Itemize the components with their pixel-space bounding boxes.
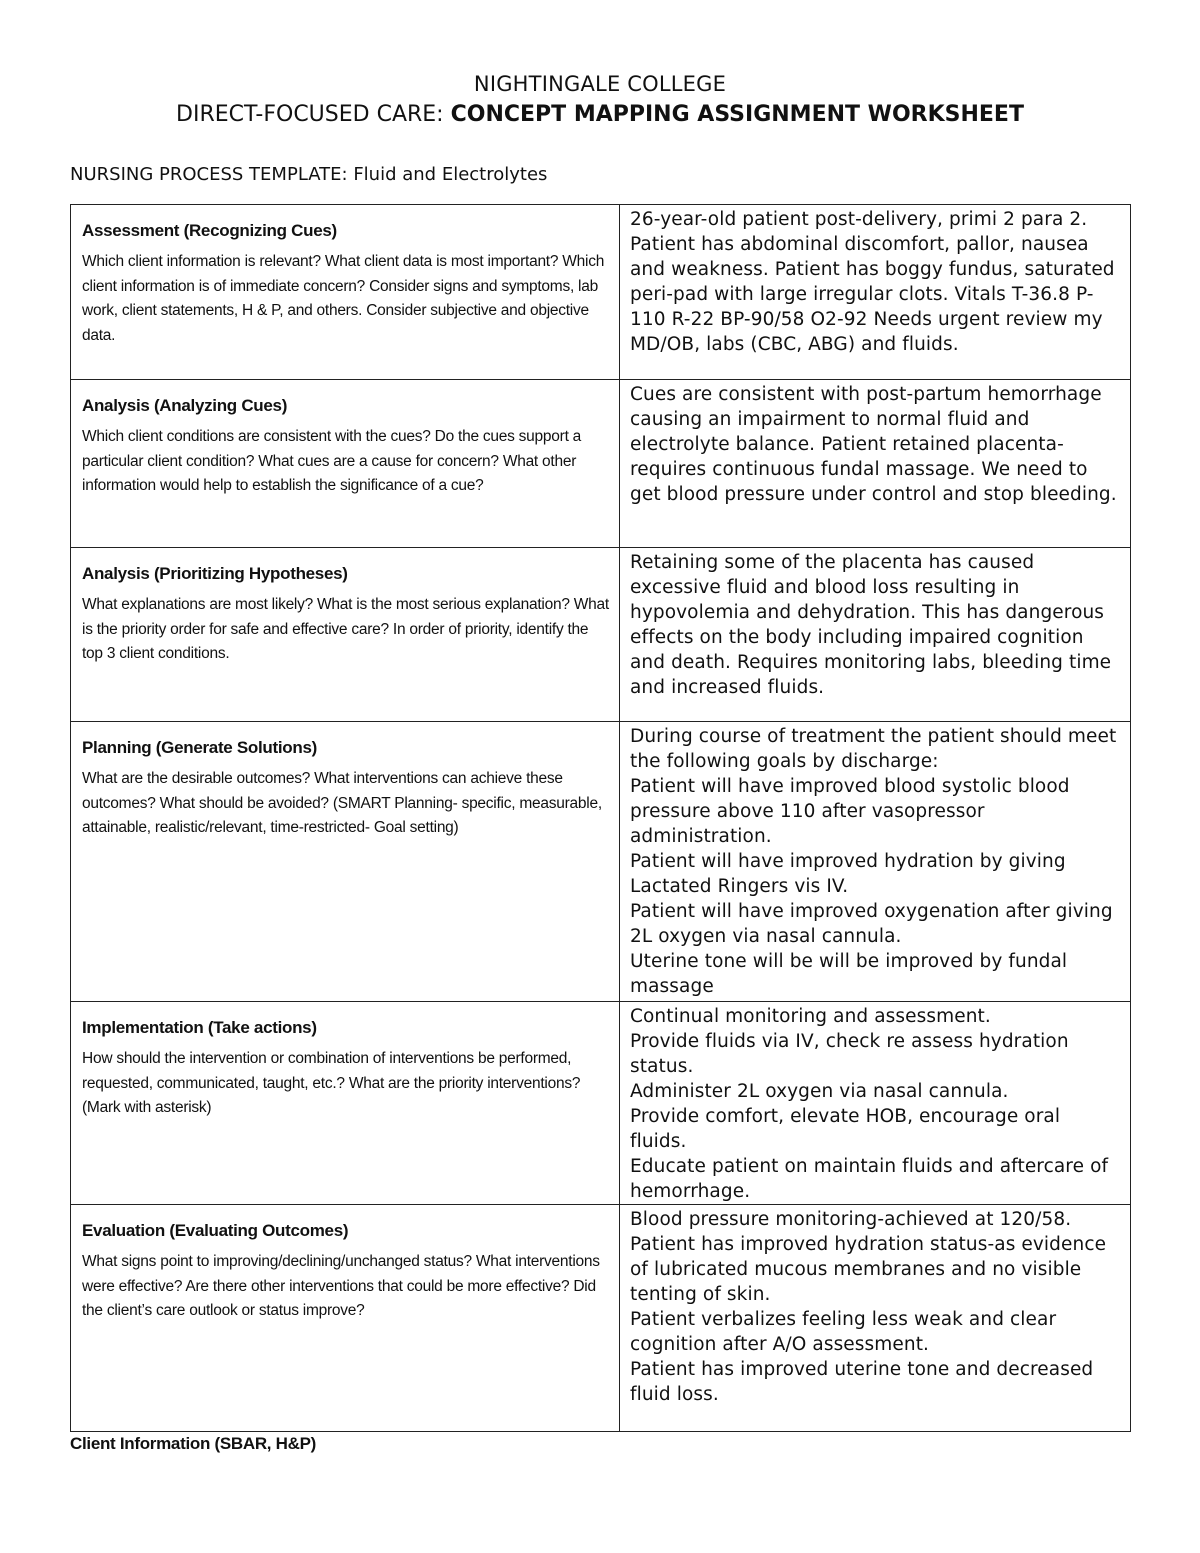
response-line: Patient will have improved oxygenation after giving 2L oxygen via nasal cannula. [630, 901, 1113, 947]
prompt-cell [71, 1205, 620, 1432]
response-line: Patient verbalizes feeling less weak and clear cognition after A/O assessment. [630, 1309, 1057, 1355]
response-line: Patient has improved uterine tone and decreased fluid loss. [630, 1359, 1094, 1405]
response-line: Cues are consistent with post-partum hemorrhage causing an impairment to normal fluid and electrolyte balance. Patient retained placenta-requires continuous fundal massage. We need to get blood pressure under control and stop bleeding. [630, 384, 1117, 505]
prompt-heading: Planning (Generate Solutions) [82, 738, 317, 757]
prompt-heading: Analysis (Analyzing Cues) [82, 396, 288, 415]
prompt-cell [71, 380, 620, 548]
prompt-text: Which client conditions are consistent with the cues? Do the cues support a particular client condition? What cues are a cause for concern? What other information would help to establish the significance of a cue? [82, 428, 582, 494]
prompt-text: Which client information is relevant? What client data is most important? Which client information is of immediate concern? Consider signs and symptoms, lab work, client statements, H & P, and others. Consider subjective and objective data. [82, 253, 605, 344]
prompt-cell [71, 722, 620, 1002]
response-text [630, 724, 1120, 999]
table-row-evaluation [71, 1205, 1131, 1432]
worksheet-title [0, 99, 1200, 131]
response-line: Patient has improved hydration status-as evidence of lubricated mucous membranes and no visible tenting of skin. [630, 1234, 1107, 1305]
worksheet-title-prefix: DIRECT-FOCUSED CARE: [176, 102, 451, 127]
document-header [0, 70, 1200, 131]
response-line: During course of treatment the patient should meet the following goals by discharge: [630, 726, 1117, 772]
response-line: Retaining some of the placenta has caused excessive fluid and blood loss resulting in hypovolemia and dehydration. This has dangerous effects on the body including impaired cognition and death. Requires monitoring labs, bleeding time and increased fluids. [630, 552, 1112, 698]
response-line: Uterine tone will be will be improved by fundal massage [630, 951, 1068, 997]
prompt-text: What explanations are most likely? What is the most serious explanation? What is the priority order for safe and effective care? In order of priority, identify the top 3 client conditions. [82, 596, 609, 662]
response-cell [620, 1205, 1131, 1432]
nursing-process-table [70, 204, 1131, 1432]
response-cell [620, 205, 1131, 380]
response-cell [620, 548, 1131, 722]
table-row-assessment [71, 205, 1131, 380]
prompt-text: What are the desirable outcomes? What interventions can achieve these outcomes? What should be avoided? (SMART Planning- specific, measurable, attainable, realistic/relevant, time-restricted- Goal setting) [82, 770, 602, 836]
prompt-text: What signs point to improving/declining/unchanged status? What interventions were effective? Are there other interventions that could be more effective? Did the client’s care outlook or status improve? [82, 1253, 600, 1319]
client-information-label: Client Information (SBAR, H&P) [70, 1434, 316, 1453]
response-line: Continual monitoring and assessment. [630, 1006, 991, 1027]
table-row-implementation [71, 1002, 1131, 1205]
table-row-analyzing-cues [71, 380, 1131, 548]
response-line: 26-year-old patient post-delivery, primi 2 para 2. Patient has abdominal discomfort, pallor, nausea and weakness. Patient has boggy fundus, saturated peri-pad with large irregular clots. Vitals T-36.8 P-110 R-22 BP-90/58 O2-92 Needs urgent review my MD/OB, labs (CBC, ABG) and fluids. [630, 209, 1115, 355]
prompt-cell [71, 1002, 620, 1205]
prompt-heading: Analysis (Prioritizing Hypotheses) [82, 564, 348, 583]
response-text [630, 382, 1120, 507]
prompt-heading: Evaluation (Evaluating Outcomes) [82, 1221, 349, 1240]
response-text [630, 207, 1120, 357]
worksheet-title-main: CONCEPT MAPPING ASSIGNMENT WORKSHEET [450, 102, 1024, 127]
response-line: Provide fluids via IV, check re assess hydration status. [630, 1031, 1069, 1077]
table-row-planning [71, 722, 1131, 1002]
response-line: Educate patient on maintain fluids and aftercare of hemorrhage. [630, 1156, 1109, 1202]
prompt-text: How should the intervention or combination of interventions be performed, requested, communicated, taught, etc.? What are the priority interventions? (Mark with asterisk) [82, 1050, 581, 1116]
response-line: Patient will have improved blood systolic blood pressure above 110 after vasopressor administration. [630, 776, 1070, 847]
template-label: NURSING PROCESS TEMPLATE: Fluid and Electrolytes [70, 164, 548, 185]
prompt-cell [71, 548, 620, 722]
prompt-heading: Implementation (Take actions) [82, 1018, 317, 1037]
prompt-cell [71, 205, 620, 380]
response-line: Patient will have improved hydration by giving Lactated Ringers vis IV. [630, 851, 1066, 897]
college-name: NIGHTINGALE COLLEGE [473, 72, 727, 96]
table-row-prioritizing-hypotheses [71, 548, 1131, 722]
response-line: Administer 2L oxygen via nasal cannula. [630, 1081, 1009, 1102]
response-cell [620, 722, 1131, 1002]
response-cell [620, 1002, 1131, 1205]
response-cell [620, 380, 1131, 548]
prompt-heading: Assessment (Recognizing Cues) [82, 221, 337, 240]
response-text [630, 1207, 1120, 1407]
response-text [630, 1004, 1120, 1204]
response-line: Provide comfort, elevate HOB, encourage oral fluids. [630, 1106, 1061, 1152]
response-text [630, 550, 1120, 700]
response-line: Blood pressure monitoring-achieved at 120/58. [630, 1209, 1072, 1230]
